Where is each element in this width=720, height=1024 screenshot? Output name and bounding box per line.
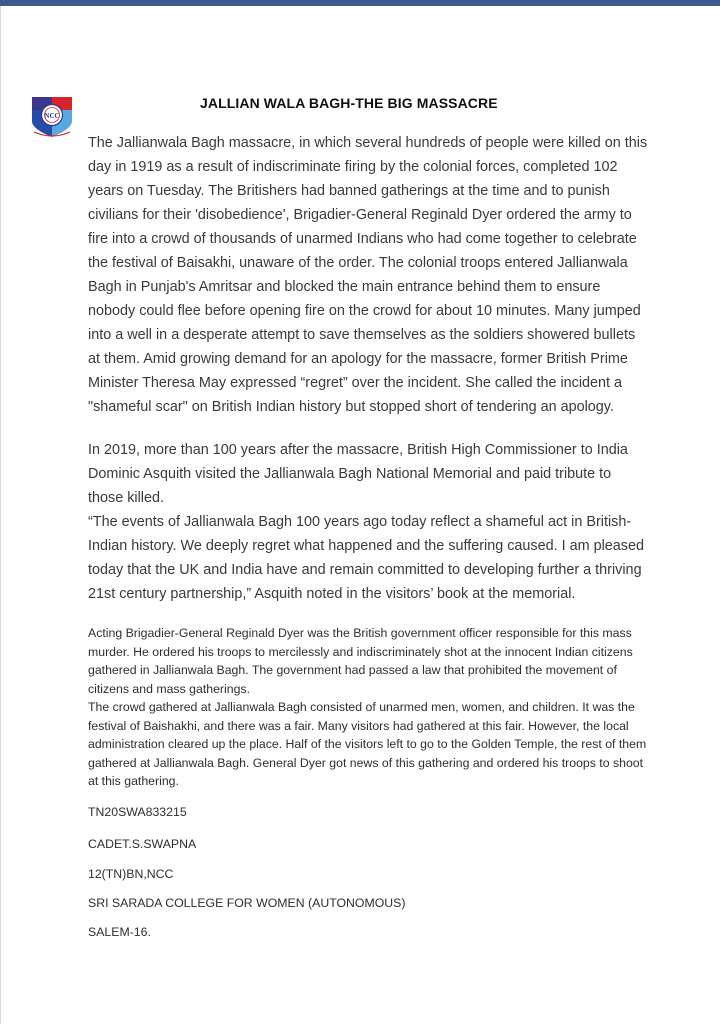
paragraph-dyer-responsibility: Acting Brigadier-General Reginald Dyer was the British government officer responsible for this mass murder. He ordered his troops to mercilessly and indiscriminately shot at the innocent Indian citizens gathered in Jallianwala Bagh. The government had passed a law that prohibited the movement of citizens and mass gatherings. <box>88 626 633 696</box>
top-border <box>0 0 720 6</box>
paragraph-crowd-description: The crowd gathered at Jallianwala Bagh consisted of unarmed men, women, and children. It was the festival of Baishakhi, and there was a fair. Many visitors had gathered at this fair. However, the local administration cleared up the place. Half of the visitors left to go to the Golden Temple, the rest of them gathered at Jallianwala Bagh. General Dyer got news of this gathering and ordered his troops to shoot at this gathering. <box>88 700 647 788</box>
paragraph-asquith-quote: “The events of Jallianwala Bagh 100 years ago today reflect a shameful act in British-Indian history. We deeply regret what happened and the suffering caused. I am pleased today that the UK and India have and remain committed to developing further a thriving 21st century partnership,” Asquith noted in the visitors’ book at the memorial. <box>88 514 644 602</box>
ncc-logo-icon <box>28 94 76 140</box>
page-edge <box>0 6 1 1024</box>
paragraph-asquith-visit: In 2019, more than 100 years after the massacre, British High Commissioner to India Dominic Asquith visited the Jallianwala Bagh National Memorial and paid tribute to those killed. <box>88 442 628 506</box>
college-name: SRI SARADA COLLEGE FOR WOMEN (AUTONOMOUS) <box>88 896 406 910</box>
cadet-name: CADET.S.SWAPNA <box>88 837 197 851</box>
cadet-unit: 12(TN)BN,NCC <box>88 867 174 881</box>
paragraph-massacre-summary: The Jallianwala Bagh massacre, in which several hundreds of people were killed on this day in 1919 as a result of indiscriminate firing by the colonial forces, completed 102 years on Tuesday. The Britishers had banned gatherings at the time and to punish civilians for their 'disobedience', Brigadier-General Reginald Dyer ordered the army to fire into a crowd of thousands of unarmed Indians who had come together to celebrate the festival of Baisakhi, unaware of the order. The colonial troops entered Jallianwala Bagh in Punjab's Amritsar and blocked the main entrance behind them to ensure nobody could flee before opening fire on the crowd for about 10 minutes. Many jumped into a well in a desperate attempt to save themselves as the soldiers showered bullets at them. Amid growing demand for an apology for the massacre, former British Prime Minister Theresa May expressed “regret” over the incident. She called the incident a "shameful scar" on British Indian history but stopped short of tendering an apology. <box>88 135 648 415</box>
logo-text: NCC <box>44 112 60 120</box>
college-city: SALEM-16. <box>88 925 151 939</box>
cadet-number: TN20SWA833215 <box>88 805 187 819</box>
document-title: JALLIAN WALA BAGH-THE BIG MASSACRE <box>200 95 498 111</box>
